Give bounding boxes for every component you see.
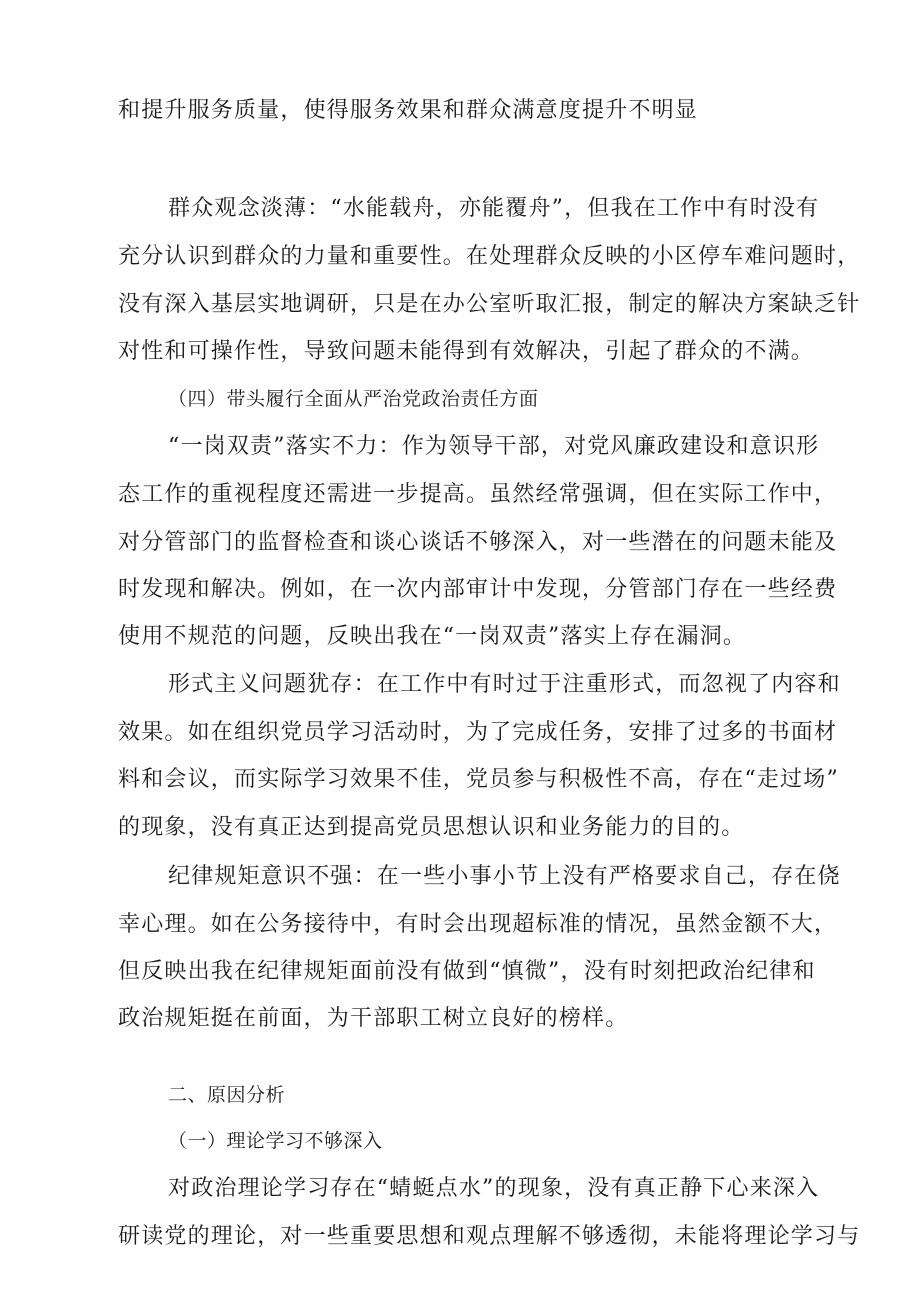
paragraph-line: 的现象，没有真正达到提高党员思想认识和业务能力的目的。 [118,815,745,840]
paragraph-line: 但反映出我在纪律规矩面前没有做到“慎微”，没有时刻把政治纪律和 [118,959,816,984]
paragraph-line: 对政治理论学习存在“蜻蜓点水”的现象，没有真正静下心来深入 [168,1176,820,1201]
paragraph-line: 使用不规范的问题，反映出我在“一岗双责”落实上存在漏洞。 [118,624,747,649]
paragraph-line: 对分管部门的监督检查和谈心谈话不够深入，对一些潜在的问题未能及 [118,530,838,555]
paragraph-line: 料和会议，而实际学习效果不佳，党员参与积极性不高，存在“走过场” [118,767,839,792]
paragraph-line: 和提升服务质量，使得服务效果和群众满意度提升不明显 [118,98,699,123]
paragraph-line: 充分认识到群众的力量和重要性。在处理群众反映的小区停车难问题时， [118,244,861,269]
paragraph-line: 时发现和解决。例如，在一次内部审计中发现，分管部门存在一些经费 [118,577,838,602]
paragraph-line: 态工作的重视程度还需进一步提高。虽然经常强调，但在实际工作中， [118,482,838,507]
paragraph-line: 效果。如在组织党员学习活动时，为了完成任务，安排了过多的书面材 [118,720,838,745]
paragraph-line: 没有深入基层实地调研，只是在办公室听取汇报，制定的解决方案缺乏针 [118,292,861,317]
section-heading: （四）带头履行全面从严治党政治责任方面 [168,388,539,410]
paragraph-line: 纪律规矩意识不强：在一些小事小节上没有严格要求自己，存在侥 [168,864,841,889]
paragraph-line: 研读党的理论，对一些重要思想和观点理解不够透彻，未能将理论学习与 [118,1224,861,1249]
paragraph-line: 对性和可操作性，导致问题未能得到有效解决，引起了群众的不满。 [118,339,815,364]
paragraph-line: 形式主义问题犹存：在工作中有时过于注重形式，而忽视了内容和 [168,672,841,697]
paragraph-line: 政治规矩挺在前面，为干部职工树立良好的榜样。 [118,1006,629,1031]
paragraph-line: 群众观念淡薄：“水能载舟，亦能覆舟”，但我在工作中有时没有 [168,196,820,221]
section-heading: 二、原因分析 [168,1084,286,1106]
subsection-heading: （一）理论学习不够深入 [168,1130,383,1152]
paragraph-line: 幸心理。如在公务接待中，有时会出现超标准的情况，虽然金额不大， [118,912,838,937]
paragraph-line: “一岗双责”落实不力：作为领导干部，对党风廉政建设和意识形 [168,434,820,459]
